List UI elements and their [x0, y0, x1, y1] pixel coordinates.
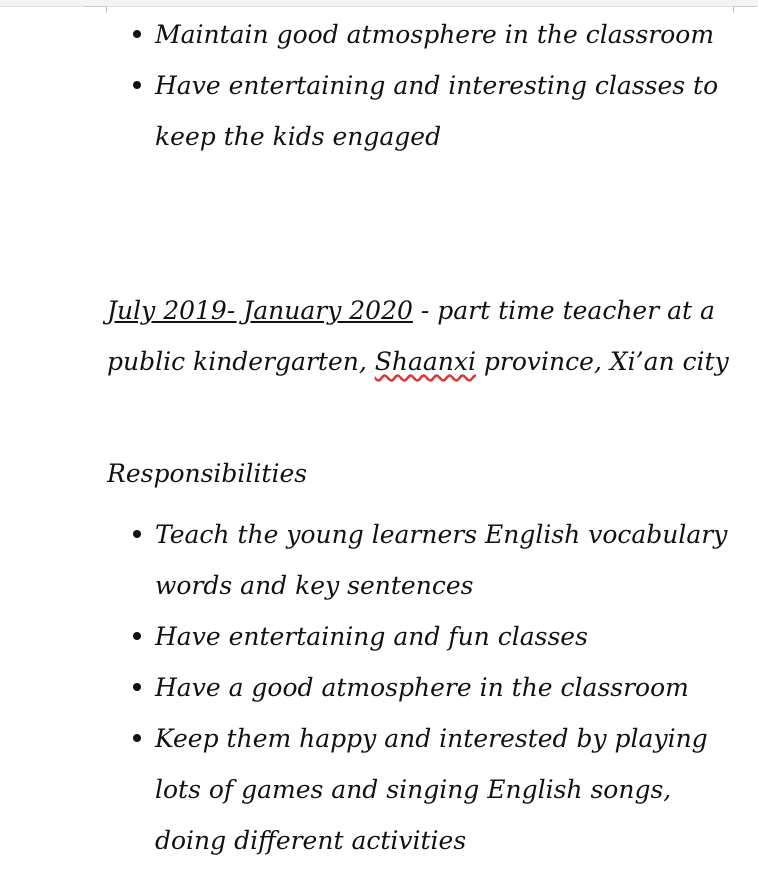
- bullet-icon: [133, 530, 141, 538]
- bullet-icon: [133, 734, 141, 742]
- list-item: [155, 713, 745, 866]
- list-item-text: Teach the young learners English vocabulary words and key sentences: [155, 520, 728, 600]
- list-item: [155, 662, 745, 713]
- job-entry: [107, 285, 737, 387]
- bullet-icon: [133, 81, 141, 89]
- spellcheck-flagged-word[interactable]: Shaanxi: [374, 347, 476, 376]
- list-item-text: Have entertaining and fun classes: [155, 622, 588, 651]
- bullet-icon: [133, 632, 141, 640]
- job-location: province, Xi’an city: [475, 347, 729, 376]
- bullet-icon: [133, 683, 141, 691]
- list-item: [155, 60, 745, 162]
- list-item-text: Have entertaining and interesting classes to keep the kids engaged: [155, 71, 719, 151]
- job-role: part time teacher at a public kindergarten,: [107, 296, 715, 376]
- list-item-text: Keep them happy and interested by playing lots of games and singing English songs, doing different activities: [155, 724, 708, 855]
- list-item-text: Maintain good atmosphere in the classroom: [155, 20, 715, 49]
- responsibilities-list-previous-job: [155, 9, 745, 162]
- list-item: [155, 509, 745, 611]
- job-separator: -: [412, 296, 438, 325]
- responsibilities-list: [155, 509, 745, 866]
- list-item: [155, 9, 745, 60]
- bullet-icon: [133, 30, 141, 38]
- job-dates: July 2019- January 2020: [107, 296, 413, 325]
- list-item: [155, 611, 745, 662]
- list-item-text: Have a good atmosphere in the classroom: [155, 673, 689, 702]
- responsibilities-heading: Responsibilities: [107, 459, 308, 488]
